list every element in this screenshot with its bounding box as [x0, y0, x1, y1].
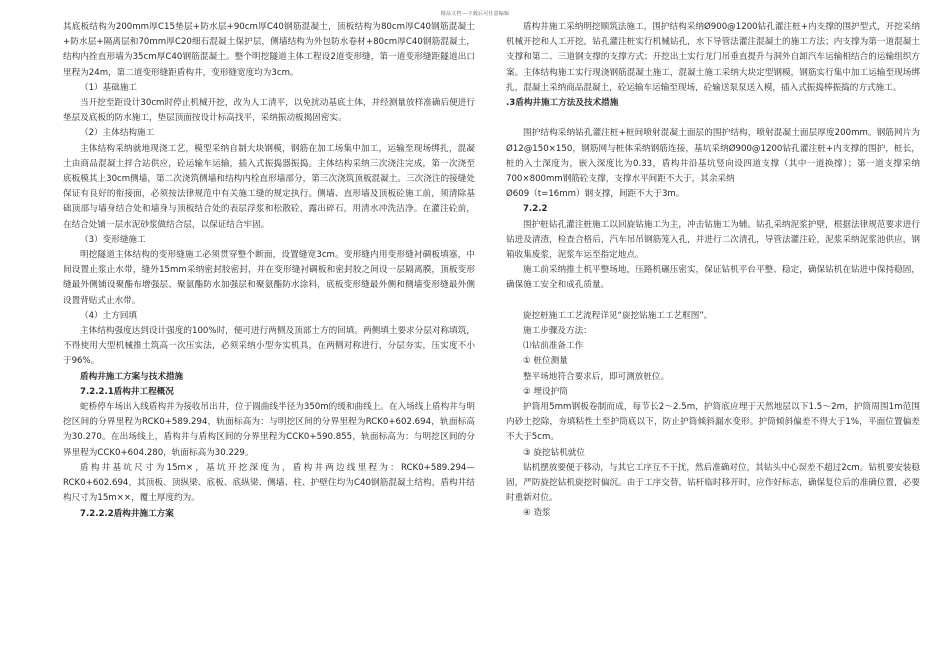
section-heading-7-2-2-1: 7.2.2.1盾构井工程概况: [80, 386, 174, 397]
paragraph: 围护结构采纳钻孔灌注桩+桩间喷射混凝土面层的围护结构，喷射混凝土面层厚度200mm。钢筋网片为Ø12@150×150，钢筋网与桩体采纳钢筋连接，基坑采纳Ø900@1200钻孔灌注桩+内支撑的围护，桩长，桩的入土深度为，嵌入深度比为0.33，盾构井沿基坑竖向设四道支撑（其中一道换撑）；第一道支撑采纳700×800mm钢筋砼支撑，支撑水平间距不大于，其余采纳: [506, 128, 920, 185]
paragraph: 当开挖至距设计30cm时停止机械开挖，改为人工清平，以免扰动基底土体，并经测量放样准确后便进行垫层及底板的防水施工，垫层顶面按设计标高找平，采纳振动板揭固密实。: [63, 98, 475, 124]
subheading-foundation: （1）基础施工: [80, 82, 138, 93]
paragraph: 主体结构采纳就地现浇工艺，模型采纳自制大块钢模，钢筋在加工场集中加工，运输至现场绑扎，混凝土由商品混凝土拌合站供应，砼运输车运输，插入式振捣器振捣。主体结构采纳三次浇注完成，第一次浇至底板模其上30cm侧墙，第二次浇筑侧墙和结构内栓直形墙部分，第三次浇筑顶板混凝土。三次浇注的接缝处保证有良好的衔接面，必须按法律规范中有关施工缝的规定执行。侧墙、直形墙及顶板砼施工前，须清除基础顶部与墙身结合处和墙身与顶板结合处的表层浮浆和松散砼，露出碎石，用清水冲洗洁净。在灌注砼前，在结合处铺一层水泥砂浆做结合层，以保证结合牢固。: [63, 143, 475, 230]
section-heading-7-2-2: 7.2.2: [523, 204, 548, 215]
section-heading: 盾构井施工方案与技术措施: [80, 371, 184, 382]
paragraph: 围护桩钻孔灌注桩施工以回旋钻施工为主，冲击钻施工为辅。钻孔采纳泥浆护壁，根据法律规范要求进行钻进及清渣，检查合格后，汽车吊吊钢筋笼入孔，并进行二次清孔，导管法灌注砼，泥浆采纳泥浆池供应，钢箱收集废浆，泥浆车运至指定地点。: [506, 219, 920, 261]
subheading-backfill: （4）土方回填: [80, 310, 138, 321]
paragraph: 护筒用5mm钢板卷制而成，每节长2～2.5m，护筒底应埋于天然地层以下1.5～2m，护筒周围1m范围内砂土挖除，夯填粘性土至护筒底以下，防止护筒倾斜漏水变形。护筒倾斜偏差不得大于1%，平面位置偏差不大于5cm。: [506, 402, 920, 443]
subheading-expansion-joint: （3）变形缝施工: [80, 234, 146, 245]
paragraph: 施工前采纳推土机平整场地，压路机碾压密实，保证钻机平台平整、稳定，确保钻机在钻进中保持稳固，确保施工安全和成孔质量。: [506, 265, 920, 291]
paragraph: 明挖隧道主体结构的变形缝施工必须贯穿整个断面，设置缝宽3cm。变形缝内用变形缝衬碉板填塞，中间设置止浆止水带，缝外15mm采纳密封胶密封，并在变形缝衬碉板和密封胶之间设一层隔离膜，顶板变形缝最外侧铺设聚酯布增强层、聚氨酯防水加强层和聚氨酯防水涂料，底板变形缝最外侧和侧墙变形缝最外侧设置背贴式止水带。: [63, 250, 475, 306]
list-item: ① 桩位测量: [523, 356, 568, 367]
paragraph: Ø609（t=16mm）钢支撑，间距不大于3m。: [506, 189, 685, 200]
paragraph: 盾构井施工采纳明挖顺筑法施工，围护结构采纳Ø900@1200钻孔灌注桩+内支撑的围护型式，开挖采纳机械开挖和人工开挖，钻孔灌注桩实行机械钻孔，水下导管法灌注混凝土的施工方法；内支撑为第一道混凝土支撑和第二、三道钢支撑的支撑方式；开挖出土实行龙门吊垂直提升与洞外自卸汽车运输相结合的运输组织方案。主体结构施工实行现浇钢筋混凝土施工，混凝土施工采纳大块定型钢模，钢筋实行集中加工运输至现场绑扎，混凝土采纳商品混凝土，砼运输车运输至现场，砼输送泵泵送入模，插入式振捣棒振捣的方式施工。: [506, 22, 920, 93]
paragraph: 主体结构强度达到设计强度的100%时，便可进行两侧及顶部土方的回填。两侧填土要求分层对称填筑，不得使用大型机械推土筑高一次压实法，必须采纳小型夯实机具，在两侧对称进行，分层夯实，压实度不小于96%。: [63, 326, 475, 367]
list-item: ③ 旋挖钻机就位: [523, 447, 585, 458]
paragraph: 其底板结构为200mm厚C15垫层+防水层+90cm厚C40钢筋混凝土，顶板结构为80cm厚C40钢筋混凝土+防水层+隔离层和70mm厚C20细石混凝土保护层，侧墙结构为外包防水卷材+80cm厚C40钢筋混凝土，结构内拴直形墙为35cm厚C40钢筋混凝土。整个明挖隧道主体工程设2道变形缝，第一道变形缝距隧道出口里程为24m，第二道变形缝距盾构井，变形缝宽度均为3cm。: [63, 22, 475, 78]
section-heading-3: .3盾构井施工方法及技术措施: [506, 98, 619, 109]
paragraph: 整平场地符合要求后，即可测放桩位。: [523, 371, 670, 382]
paragraph: 盾构井基坑尺寸为15m×，基坑开挖深度为，盾构井两边线里程为：RCK0+589.294—RCK0+602.694，其顶板、顶纵梁、底板、底纵梁、侧墙、柱、护壁住均为C40钢筋混凝土结构，盾构井结构尺寸为15m××，覆土厚度约为。: [63, 462, 475, 504]
paragraph: 旋挖桩施工工艺流程详见“旋挖钻施工工艺框图”。: [523, 310, 713, 321]
list-item: ④ 造浆: [523, 508, 551, 519]
page-header-watermark: 精品文档---下载后可任意编辑: [440, 11, 510, 17]
subheading-main-structure: （2）主体结构施工: [80, 128, 155, 139]
section-heading-7-2-2-2: 7.2.2.2盾构井施工方案: [80, 508, 174, 519]
paragraph: 钻机摆放要便于移动，与其它工序互不干扰，然后准确对位，其钻头中心误差不超过2cm。钻机要安装稳固，严防旋挖钻机旋挖时偏沉。由于工序交替，钻杆临时移开时，应作好标志，确保复位后的准确位置，必要时重新对位。: [506, 462, 920, 504]
paragraph: 施工步骤及方法：: [523, 326, 592, 337]
list-heading: ⑴钻前准备工作: [523, 341, 584, 352]
paragraph: 蛇桥停车场出入线盾构井为接收吊出井，位于圆曲线半径为350m的缓和曲线上。在入场线上盾构井与明挖区间的分界里程为RCK0+589.294，轨面标高为：与明挖区间的分界里程为RCK0+602.694，轨面标高为30.270。在出场线上，盾构井与盾构区间的分界里程为CCK0+590.855，轨面标高为：与明挖区间的分界里程为CCK0+604.280，轨面标高为30.229。: [63, 402, 475, 458]
left-column: [63, 20, 475, 522]
list-item: ② 埋设护筒: [523, 386, 568, 397]
spacer: [506, 111, 920, 126]
right-column: [506, 20, 920, 522]
spacer: [506, 294, 920, 309]
